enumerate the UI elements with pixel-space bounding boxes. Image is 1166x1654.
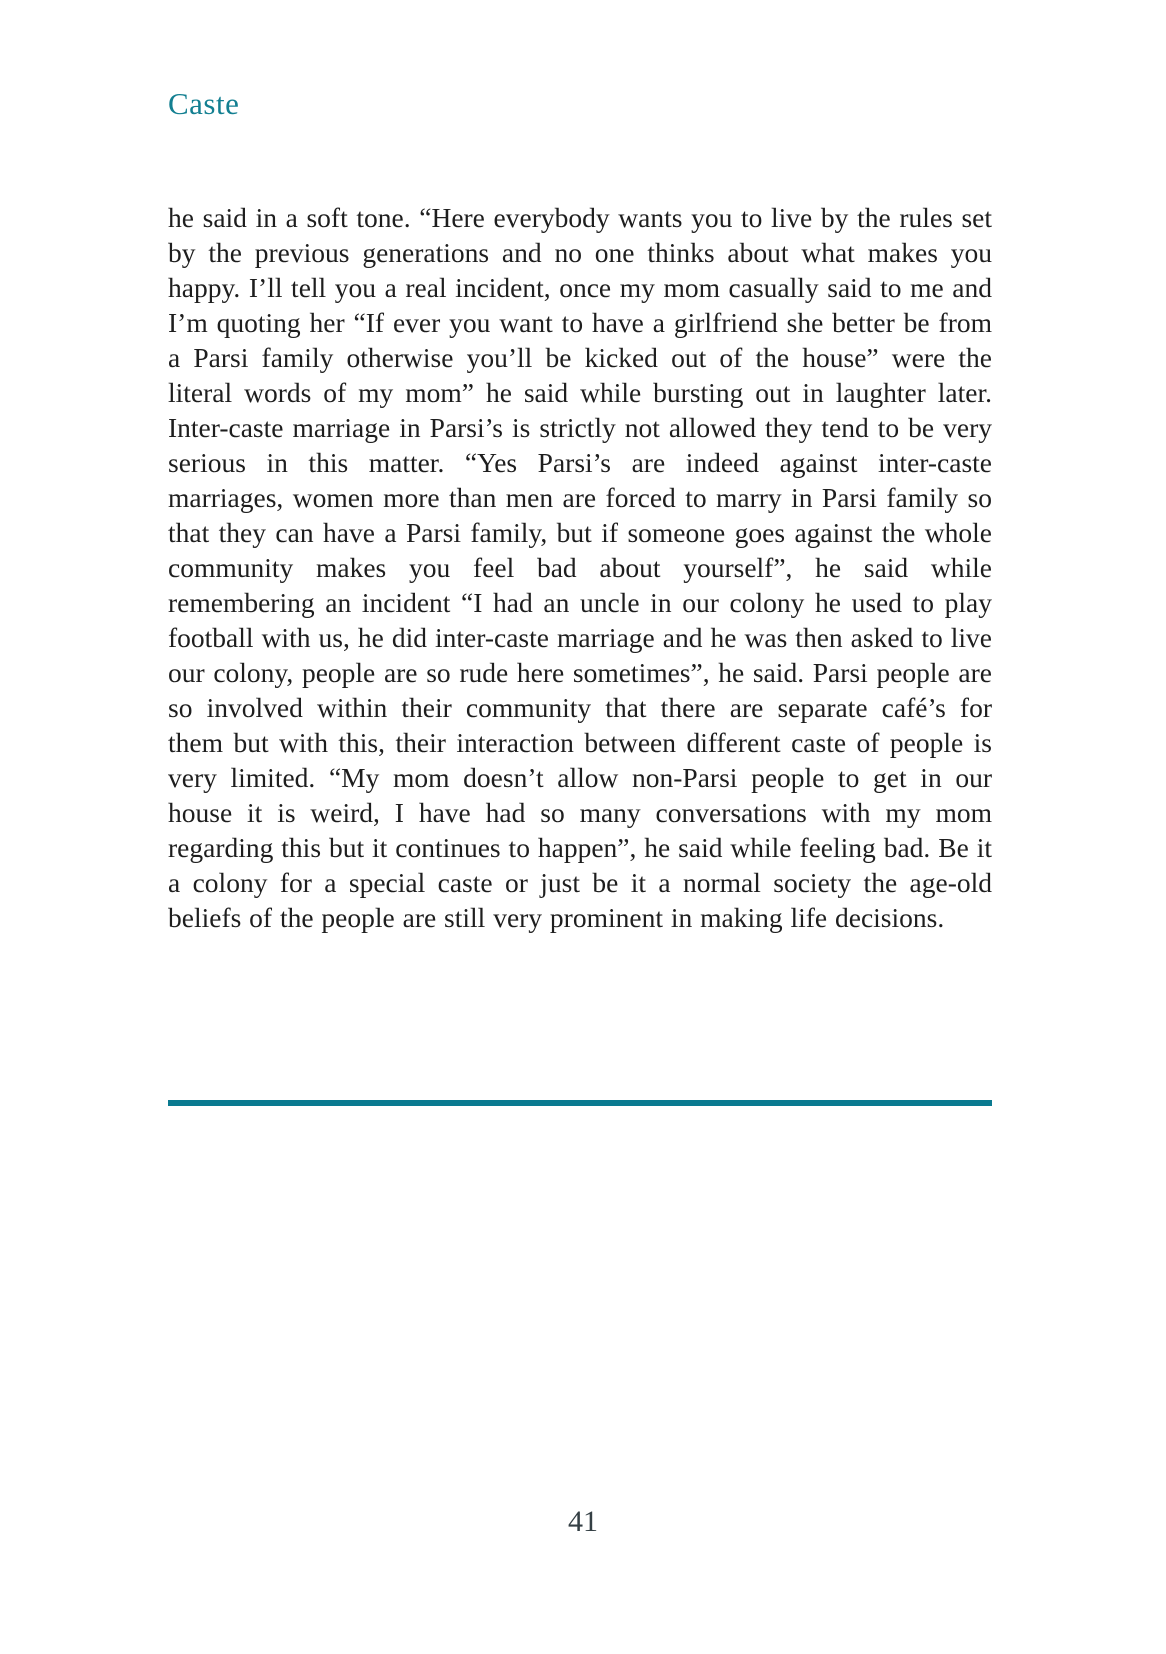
chapter-running-head: Caste	[168, 86, 240, 121]
body-paragraph: he said in a soft tone. “Here everybody wants you to live by the rules set by the previous generations and no one thinks about what makes you happy. I’ll tell you a real incident, once my mom casually said to me and I’m quoting her “If ever you want to have a girlfriend she better be from a Parsi family otherwise you’ll be kicked out of the house” were the literal words of my mom” he said while bursting out in laughter later. Inter-caste marriage in Parsi’s is strictly not allowed they tend to be very serious in this matter. “Yes Parsi’s are indeed against inter-caste marriages, women more than men are forced to marry in Parsi family so that they can have a Parsi family, but if someone goes against the whole community makes you feel bad about yourself”, he said while remembering an incident “I had an uncle in our colony he used to play football with us, he did inter-caste marriage and he was then asked to live our colony, people are so rude here sometimes”, he said. Parsi people are so involved within their community that there are separate café’s for them but with this, their interaction between different caste of people is very limited. “My mom doesn’t allow non-Parsi people to get in our house it is weird, I have had so many conversations with my mom regarding this but it continues to happen”, he said while feeling bad. Be it a colony for a special caste or just be it a normal society the age-old beliefs of the people are still very prominent in making life decisions.	[168, 202, 992, 933]
page-number: 41	[568, 1505, 598, 1538]
section-divider-rule	[168, 1100, 992, 1106]
